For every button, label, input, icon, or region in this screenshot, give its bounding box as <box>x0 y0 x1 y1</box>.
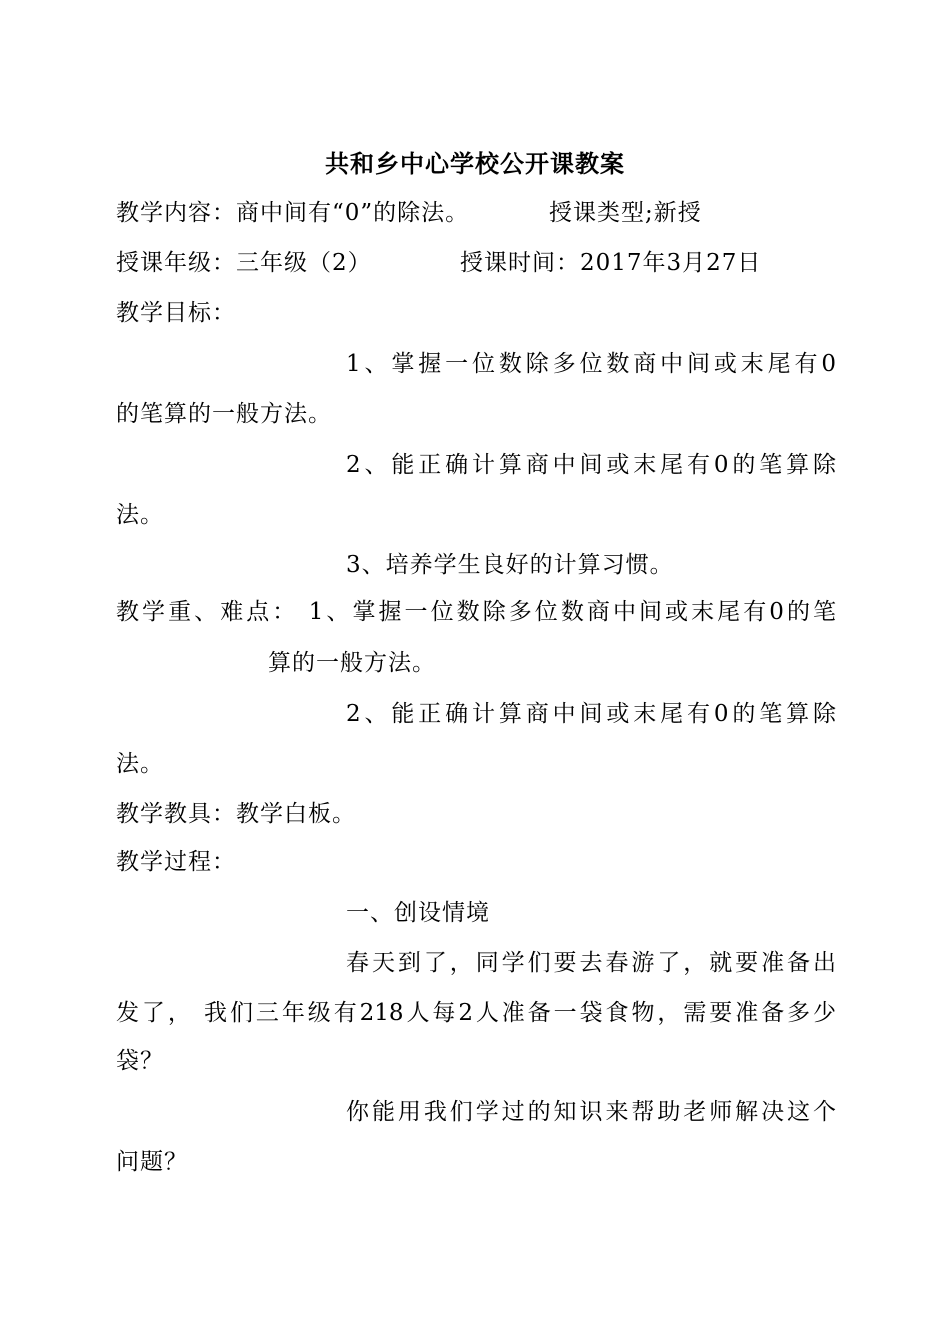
teaching-tools-line: 教学教具：教学白板。 <box>116 801 356 827</box>
teaching-content-line: 教学内容：商中间有“0”的除法。 <box>116 200 470 226</box>
objective-2-line-1: 2、能正确计算商中间或末尾有0的笔算除 <box>346 452 836 478</box>
paragraph-2-line-2: 问题？ <box>116 1149 188 1175</box>
grade-line: 授课年级：三年级（2） <box>116 250 372 276</box>
paragraph-1-line-3: 袋？ <box>116 1048 164 1074</box>
paragraph-2-line-1: 你能用我们学过的知识来帮助老师解决这个 <box>346 1099 836 1125</box>
paragraph-1-line-2: 发了， 我们三年级有218人每2人准备一袋食物，需要准备多少 <box>116 1000 836 1026</box>
key-points-line-1: 教学重、难点： 1、掌握一位数除多位数商中间或末尾有0的笔 <box>116 599 836 625</box>
objective-1-line-2: 的笔算的一般方法。 <box>116 401 332 427</box>
paragraph-1-line-1: 春天到了，同学们要去春游了，就要准备出 <box>346 950 836 976</box>
lesson-type-line: 授课类型;新授 <box>549 200 702 226</box>
document-title: 共和乡中心学校公开课教案 <box>325 149 625 178</box>
key-points-line-2: 算的一般方法。 <box>268 650 436 676</box>
objectives-heading: 教学目标： <box>116 300 236 326</box>
process-heading: 教学过程： <box>116 849 236 875</box>
objective-1-line-1: 1、掌握一位数除多位数商中间或末尾有0 <box>346 351 836 377</box>
teaching-time-line: 授课时间：2017年3月27日 <box>460 250 762 276</box>
section-1-heading: 一、创设情境 <box>346 900 490 926</box>
key-point-2-line-1: 2、能正确计算商中间或末尾有0的笔算除 <box>346 701 836 727</box>
key-point-2-line-2: 法。 <box>116 751 164 777</box>
objective-2-line-2: 法。 <box>116 502 164 528</box>
objective-3-line: 3、培养学生良好的计算习惯。 <box>346 552 674 578</box>
